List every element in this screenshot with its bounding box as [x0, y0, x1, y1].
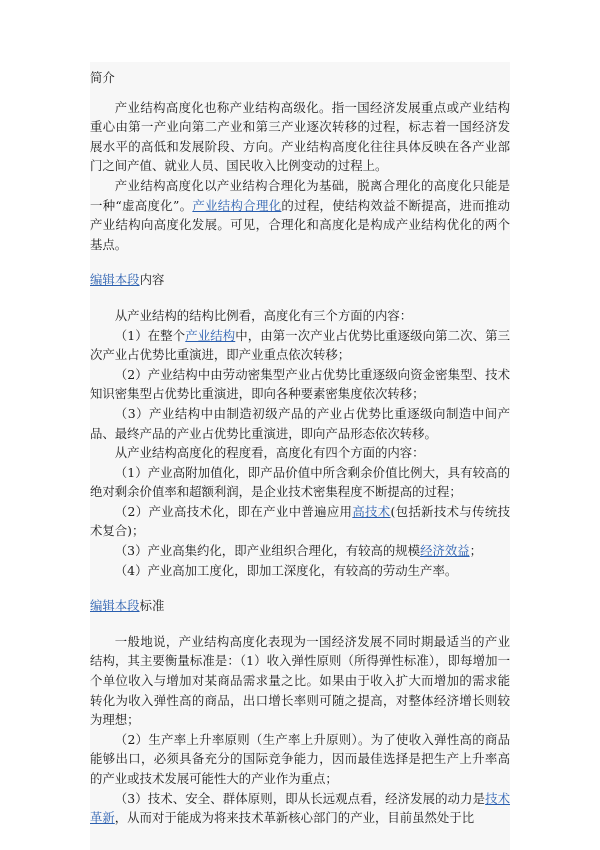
link-industrial-structure-rationalization[interactable]: 产业结构合理化	[192, 197, 282, 213]
link-high-technology[interactable]: 高技术	[352, 503, 391, 519]
edit-section-link[interactable]: 编辑本段	[90, 272, 140, 288]
link-economic-benefit[interactable]: 经济效益	[420, 543, 470, 559]
content-degree-4: （4）产业高加工度化，即加工深度化，有较高的劳动生产率。	[114, 562, 458, 578]
document-page	[90, 62, 510, 850]
intro-paragraph-2: 产业结构高度化以产业结构合理化为基础，脱离合理化的高度化只能是一种“虚高度化”。产业结构合理化的过程，使结构效益不断提高，进而推动产业结构向高度化发展。可见，合理化和高度化是构成产业结构优化的两个基点。	[90, 177, 510, 252]
content-section-heading	[90, 270, 510, 290]
standard-paragraph-3: （3）技术、安全、群体原则，即从长远观点看，经济发展的动力是技术革新，从而对于能成为将来技术革新核心部门的产业，目前虽然处于比	[90, 790, 510, 826]
content-degree-2: （2）产业高技术化，即在产业中普遍应用高技术(包括新技术与传统技术复合)；	[90, 503, 511, 539]
standard-paragraph-2: （2）生产率上升率原则（生产率上升原则）。为了使收入弹性高的商品能够出口，必须具备充分的国际竞争能力，因而最佳选择是把生产上升率高的产业或技术发展可能性大的产业作为重点；	[90, 731, 510, 786]
link-technological-innovation[interactable]: 技术革新	[90, 790, 510, 826]
content-degree-1: （1）产业高附加值化，即产品价值中所含剩余价值比例大，具有较高的绝对剩余价值率和超额利润，是企业技术密集程度不断提高的过程；	[90, 464, 510, 500]
intro-paragraph-1: 产业结构高度化也称产业结构高级化。指一国经济发展重点或产业结构重心由第一产业向第二产业和第三产业逐次转移的过程，标志着一国经济发展水平的高低和发展阶段、方向。产业结构高度化往往具体反映在各产业部门之间产值、就业人员、国民收入比例变动的过程上。	[90, 99, 510, 174]
content-item-1: （1）在整个产业结构中，由第一次产业占优势比重逐级向第二次、第三次产业占优势比重演进，即产业重点依次转移；	[90, 327, 511, 363]
section-title: 内容	[139, 272, 165, 288]
link-industrial-structure[interactable]: 产业结构	[185, 327, 236, 343]
edit-section-link[interactable]: 编辑本段	[90, 598, 140, 614]
section-title: 标准	[139, 598, 165, 614]
intro-title: 简介	[90, 70, 115, 85]
content-lead-1: 从产业结构的结构比例看，高度化有三个方面的内容：	[114, 307, 413, 323]
content-degree-3: （3）产业高集约化，即产业组织合理化，有较高的规模经济效益；	[114, 543, 483, 559]
content-item-2: （2）产业结构中由劳动密集型产业占优势比重逐级向资金密集型、技术知识密集型占优势比重演进，即向各种要素密集度依次转移；	[90, 366, 510, 402]
standard-section-heading	[90, 596, 510, 616]
standard-paragraph-1: 一般地说，产业结构高度化表现为一国经济发展不同时期最适当的产业结构，其主要衡量标准是：（1）收入弹性原则（所得弹性标准），即每增加一个单位收入与增加对某商品需求量之比。如果由于收入扩大而增加的需求能转化为收入弹性高的商品，出口增长率则可随之提高，对整体经济增长则较为理想；	[90, 633, 510, 728]
content-item-3: （3）产业结构中由制造初级产品的产业占优势比重逐级向制造中间产品、最终产品的产业占优势比重演进，即向产品形态依次转移。	[90, 405, 510, 441]
document-body	[90, 62, 510, 828]
content-lead-2: 从产业结构高度化的程度看，高度化有四个方面的内容：	[114, 445, 425, 461]
